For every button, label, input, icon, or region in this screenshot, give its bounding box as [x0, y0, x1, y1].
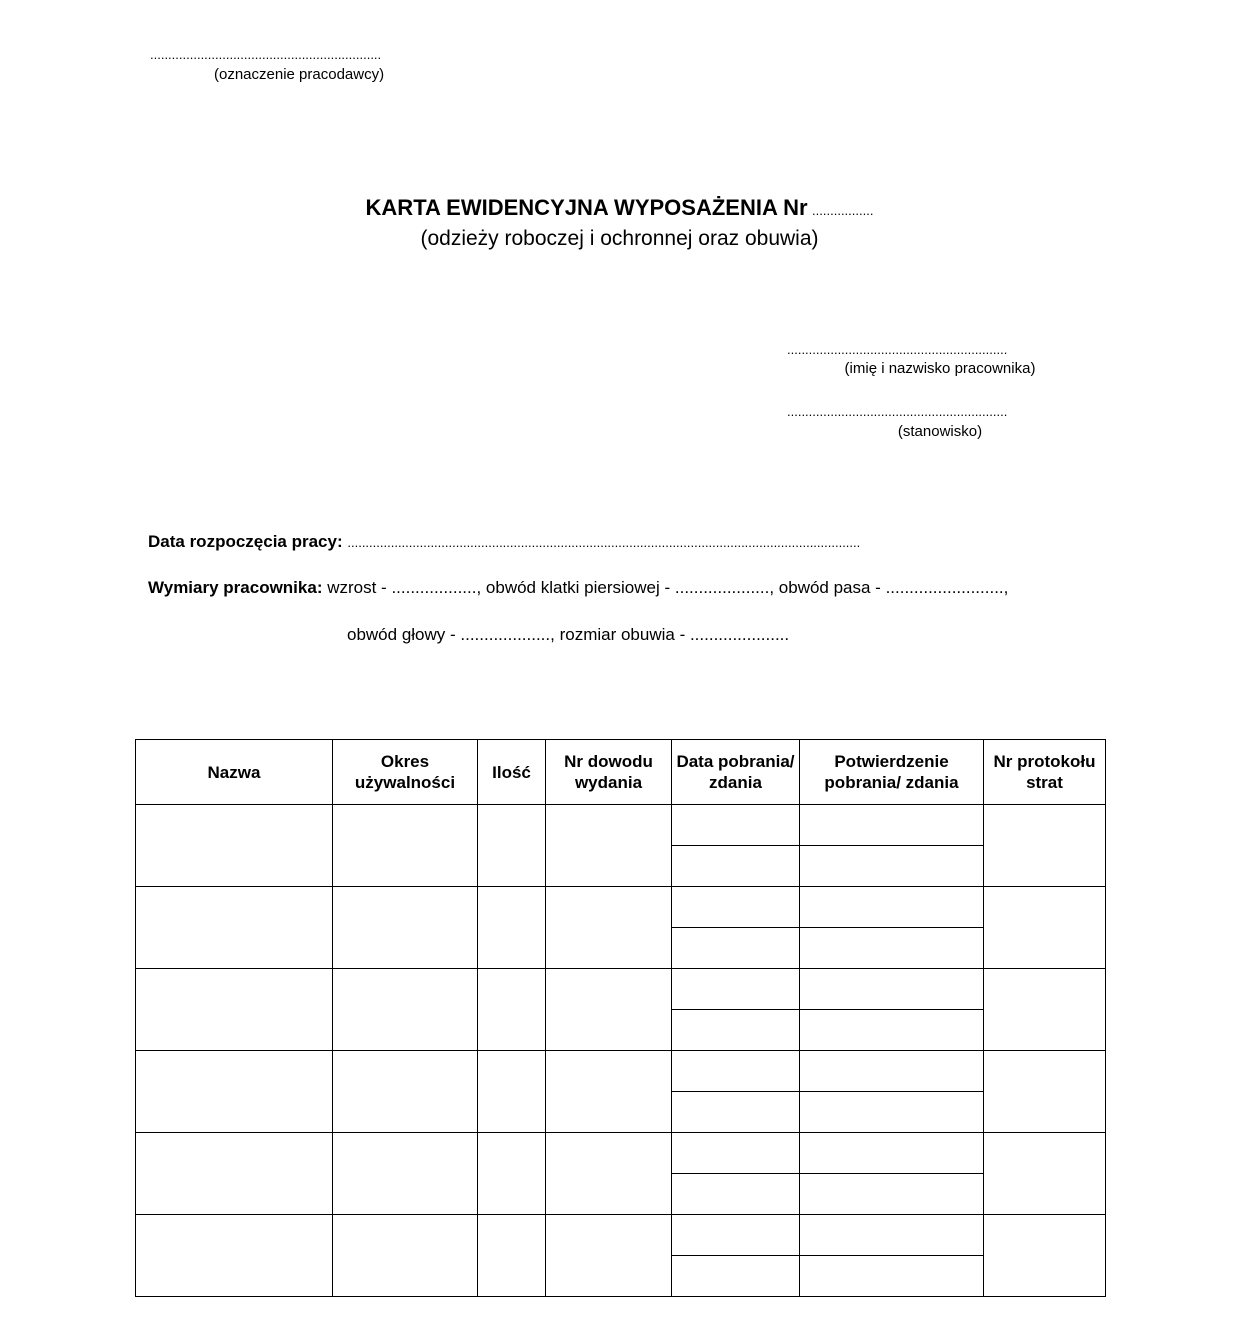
cell-quantity[interactable] [478, 1133, 546, 1215]
page-title: KARTA EWIDENCYJNA WYPOSAŻENIA Nr [365, 195, 808, 220]
cell-confirmation-issued[interactable] [800, 1133, 984, 1174]
employer-caption: (oznaczenie pracodawcy) [214, 66, 385, 83]
cell-confirmation-returned[interactable] [800, 1092, 984, 1133]
cell-loss-protocol[interactable] [984, 969, 1106, 1051]
cell-date-returned[interactable] [672, 1010, 800, 1051]
cell-quantity[interactable] [478, 805, 546, 887]
cell-confirmation-issued[interactable] [800, 887, 984, 928]
cell-date-issued[interactable] [672, 887, 800, 928]
header-name: Nazwa [136, 740, 333, 805]
cell-loss-protocol[interactable] [984, 805, 1106, 887]
cell-usage-period[interactable] [333, 1051, 478, 1133]
cell-date-issued[interactable] [672, 1133, 800, 1174]
cell-date-issued[interactable] [672, 1215, 800, 1256]
cell-date-returned[interactable] [672, 846, 800, 887]
cell-issue-document[interactable] [546, 1215, 672, 1297]
header-confirmation: Potwierdzenie pobrania/ zdania [800, 740, 984, 805]
table-header-row [136, 740, 1106, 805]
cell-usage-period[interactable] [333, 887, 478, 969]
header-issue-document: Nr dowodu wydania [546, 740, 672, 805]
cell-confirmation-returned[interactable] [800, 846, 984, 887]
start-date-label: Data rozpoczęcia pracy: [148, 532, 343, 551]
cell-loss-protocol[interactable] [984, 1215, 1106, 1297]
measurements-label: Wymiary pracownika: [148, 578, 323, 597]
cell-name[interactable] [136, 1133, 333, 1215]
cell-date-returned[interactable] [672, 1256, 800, 1297]
cell-date-returned[interactable] [672, 928, 800, 969]
cell-date-issued[interactable] [672, 969, 800, 1010]
employee-name-caption: (imię i nazwisko pracownika) [844, 360, 1036, 377]
cell-usage-period[interactable] [333, 969, 478, 1051]
table-row [136, 887, 1106, 928]
cell-confirmation-issued[interactable] [800, 1051, 984, 1092]
employee-name-line[interactable]: ............................................................. [787, 342, 1008, 357]
cell-date-issued[interactable] [672, 805, 800, 846]
page-subtitle: (odzieży roboczej i ochronnej oraz obuwia) [420, 227, 819, 250]
cell-loss-protocol[interactable] [984, 1051, 1106, 1133]
header-date: Data pobrania/ zdania [672, 740, 800, 805]
header-usage-period: Okres używalności [333, 740, 478, 805]
cell-issue-document[interactable] [546, 969, 672, 1051]
cell-date-returned[interactable] [672, 1174, 800, 1215]
measurements-fields-1[interactable]: wzrost - .................., obwód klatki piersiowej - ...................., obwód pasa - ........................., [327, 578, 1009, 597]
cell-quantity[interactable] [478, 887, 546, 969]
cell-quantity[interactable] [478, 969, 546, 1051]
cell-confirmation-issued[interactable] [800, 805, 984, 846]
title-block [0, 195, 1239, 221]
measurements-row-2[interactable]: obwód głowy - ..................., rozmiar obuwia - ..................... [347, 625, 790, 644]
cell-issue-document[interactable] [546, 887, 672, 969]
employee-position-line[interactable]: ............................................................. [787, 404, 1008, 419]
table-row [136, 1051, 1106, 1092]
measurements-row-1 [148, 578, 1008, 598]
table-row [136, 969, 1106, 1010]
header-loss-protocol: Nr protokołu strat [984, 740, 1106, 805]
cell-date-issued[interactable] [672, 1051, 800, 1092]
table-row [136, 1215, 1106, 1256]
table-row [136, 1133, 1106, 1174]
cell-issue-document[interactable] [546, 1051, 672, 1133]
employer-line[interactable]: ................................................................ [150, 47, 382, 62]
card-number-line[interactable]: ................. [812, 203, 874, 218]
cell-name[interactable] [136, 1051, 333, 1133]
cell-confirmation-returned[interactable] [800, 1256, 984, 1297]
header-quantity: Ilość [478, 740, 546, 805]
cell-confirmation-returned[interactable] [800, 1174, 984, 1215]
cell-issue-document[interactable] [546, 805, 672, 887]
cell-quantity[interactable] [478, 1051, 546, 1133]
cell-usage-period[interactable] [333, 1133, 478, 1215]
cell-confirmation-issued[interactable] [800, 969, 984, 1010]
cell-loss-protocol[interactable] [984, 887, 1106, 969]
start-date-line[interactable]: .............................................................................................................................................. [347, 535, 861, 550]
cell-usage-period[interactable] [333, 805, 478, 887]
table-row [136, 805, 1106, 846]
cell-quantity[interactable] [478, 1215, 546, 1297]
cell-date-returned[interactable] [672, 1092, 800, 1133]
cell-loss-protocol[interactable] [984, 1133, 1106, 1215]
cell-name[interactable] [136, 1215, 333, 1297]
cell-issue-document[interactable] [546, 1133, 672, 1215]
cell-usage-period[interactable] [333, 1215, 478, 1297]
cell-name[interactable] [136, 887, 333, 969]
employee-position-caption: (stanowisko) [897, 423, 983, 440]
cell-name[interactable] [136, 805, 333, 887]
cell-confirmation-issued[interactable] [800, 1215, 984, 1256]
equipment-table [135, 739, 1106, 1297]
start-date-row [148, 532, 860, 552]
cell-name[interactable] [136, 969, 333, 1051]
cell-confirmation-returned[interactable] [800, 1010, 984, 1051]
cell-confirmation-returned[interactable] [800, 928, 984, 969]
